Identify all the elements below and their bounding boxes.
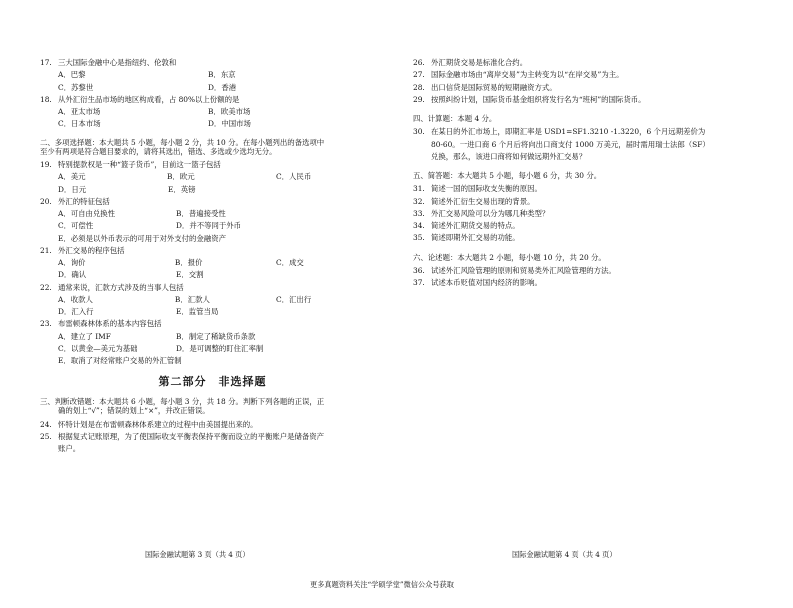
options-row	[58, 307, 385, 316]
question-35	[413, 233, 758, 242]
question-number: 26.	[413, 58, 425, 67]
question-number: 28.	[413, 82, 425, 92]
question-text: 怀特计划是在布雷顿森林体系建立的过程中由美国提出来的。	[58, 419, 258, 429]
option: B．东京	[208, 70, 236, 80]
question-20	[40, 197, 385, 206]
question-text: 三大国际金融中心是指纽约、伦敦和	[58, 58, 177, 67]
option: D．并不等同于外币	[176, 221, 242, 231]
question-22	[40, 283, 385, 292]
question-number: 37.	[413, 278, 425, 287]
options-row	[58, 119, 385, 128]
option: A．美元	[58, 172, 86, 182]
option: E．取消了对经常账户交易的外汇管制	[58, 356, 182, 365]
options-row	[58, 295, 385, 304]
question-text: 外汇交易风险可以分为哪几种类型？	[431, 208, 550, 218]
right-column	[413, 58, 758, 290]
page-footer-left: 国际金融试题第 3 页（共 4 页）	[145, 550, 250, 559]
question-number: 29.	[413, 94, 425, 104]
option: A．建立了 IMF	[58, 331, 111, 341]
question-text: 国际金融市场由“离岸交易”为主转变为以“在岸交易”为主。	[431, 70, 624, 80]
option: A．可自由兑换性	[58, 209, 116, 218]
option: B．制定了稀缺货币条款	[176, 331, 256, 341]
option: E．英镑	[168, 184, 196, 194]
question-text: 试述本币贬值对国内经济的影响。	[431, 278, 542, 287]
question-text: 简述外汇期货交易的特点。	[431, 221, 520, 230]
section-heading-essay: 六、论述题：本大题共 2 小题，每小题 10 分，共 20 分。	[413, 252, 606, 262]
option: B．普遍接受性	[176, 209, 226, 218]
question-18	[40, 95, 385, 104]
option: A．收款人	[58, 294, 93, 304]
section-line: 二、多项选择题：本大题共 5 小题，每小题 2 分，共 10 分。在每小题列出的备选项中	[40, 137, 325, 147]
question-text: 按照纠纷计划，国际货币基金组织将发行名为“班柯”的国际货币。	[431, 94, 646, 104]
question-37	[413, 278, 758, 287]
question-text: 特别提款权是一种“篮子货币”，目前这一篮子包括	[58, 160, 221, 169]
option: C．日本市场	[58, 119, 101, 129]
options-row	[58, 270, 385, 279]
question-text-continued: 账户。	[58, 444, 81, 453]
option: C．苏黎世	[58, 82, 94, 92]
question-26	[413, 58, 758, 67]
section-line: 三、判断改错题：本大题共 6 小题，每小题 3 分，共 18 分。判断下列各题的正误，正	[40, 397, 325, 406]
question-24	[40, 420, 385, 429]
question-19	[40, 160, 385, 169]
question-text-continued: 80-60。一进口商 6 个月后将向出口商支付 1000 万美元，届时需用瑞士法郎（SF）	[431, 139, 710, 149]
option: D．日元	[58, 184, 87, 194]
question-number: 27.	[413, 70, 425, 80]
option: E．交割	[176, 270, 204, 280]
question-33	[413, 209, 758, 218]
options-row	[58, 185, 385, 194]
question-number: 31.	[413, 184, 425, 194]
option: A．询价	[58, 258, 86, 267]
option: C．以黄金—美元为基础	[58, 343, 138, 353]
option: B．报价	[174, 258, 203, 267]
question-number: 22.	[40, 282, 52, 292]
question-text: 布雷顿森林体系的基本内容包括	[58, 319, 162, 329]
option: E．监管当局	[176, 307, 219, 316]
question-number: 33.	[413, 208, 425, 218]
option: E．必须是以外币表示的可用于对外支付的金融资产	[58, 233, 226, 243]
option: B．汇款人	[174, 294, 210, 304]
option: C．人民币	[276, 172, 312, 182]
question-number: 32.	[413, 196, 425, 206]
question-number: 18.	[40, 94, 52, 104]
question-17	[40, 58, 385, 67]
option: B．欧元	[167, 172, 195, 182]
option: D．确认	[58, 270, 87, 280]
option: A．巴黎	[58, 70, 86, 80]
options-row	[58, 221, 385, 230]
option: D．是可调整的盯住汇率制	[176, 343, 264, 353]
question-number: 20.	[40, 196, 52, 206]
option: A．亚太市场	[58, 107, 101, 116]
question-number: 17.	[40, 58, 52, 67]
options-row	[58, 172, 385, 181]
options-row	[58, 332, 385, 341]
question-text: 外汇期货交易是标准化合约。	[431, 58, 528, 67]
question-text: 试述外汇风险管理的原则和贸易类外汇风险管理的方法。	[431, 265, 616, 275]
options-row	[58, 344, 385, 353]
section-heading-true-false	[40, 397, 385, 416]
question-text: 出口信贷是国际贸易的短期融资方式。	[431, 82, 557, 92]
question-text: 通常来说，汇款方式涉及的当事人包括	[58, 282, 184, 292]
left-column	[40, 58, 385, 456]
question-text: 简述即期外汇交易的功能。	[431, 233, 520, 243]
question-text: 根据复式记账原理，为了使国际收支平衡表保持平衡而设立的平衡账户是储备资产	[58, 431, 325, 441]
part-two-title: 第二部分 非选择题	[158, 375, 267, 389]
question-number: 35.	[413, 233, 425, 243]
question-text: 从外汇衍生品市场的地区构成看，占 80%以上份额的是	[58, 94, 240, 104]
question-text-continued: 兑换，那么，该进口商将如何做远期外汇交易？	[431, 151, 587, 161]
option: C．汇出行	[276, 294, 312, 304]
question-text: 简述外汇衍生交易出现的背景。	[431, 196, 535, 206]
question-number: 23.	[40, 319, 52, 329]
question-text: 外汇交易的程序包括	[58, 245, 125, 255]
option: C．可偿性	[58, 221, 94, 231]
question-34	[413, 221, 758, 230]
question-23	[40, 319, 385, 328]
options-row	[58, 70, 385, 79]
options-row	[58, 83, 385, 92]
section-line: 确的划上“√”；错误的划上“×”，并改正错误。	[58, 406, 210, 416]
question-number: 19.	[40, 160, 52, 169]
question-29	[413, 95, 758, 104]
section-heading-calculation: 四、计算题：本题 4 分。	[413, 114, 497, 123]
question-text: 简述一国的国际收支失衡的原因。	[431, 184, 542, 194]
option: C．成交	[276, 258, 304, 267]
options-row	[58, 258, 385, 267]
option: D．中国市场	[208, 119, 251, 129]
question-number: 34.	[413, 221, 425, 230]
question-number: 30.	[413, 127, 425, 137]
question-number: 24.	[40, 419, 52, 429]
question-28	[413, 83, 758, 92]
options-row	[58, 209, 385, 218]
section-heading-short-answer: 五、简答题：本大题共 5 小题，每小题 6 分，共 30 分。	[413, 171, 602, 180]
question-27	[413, 70, 758, 79]
question-31	[413, 184, 758, 193]
question-25	[40, 432, 385, 454]
question-number: 21.	[40, 245, 52, 255]
question-number: 25.	[40, 431, 52, 441]
option: D．香港	[208, 82, 237, 92]
question-text: 外汇的特征包括	[58, 196, 110, 206]
page-footer-right: 国际金融试题第 4 页（共 4 页）	[512, 550, 617, 559]
section-heading-multiple-choice	[40, 138, 385, 157]
option: B．欧美市场	[208, 107, 251, 116]
question-30	[413, 127, 758, 161]
bottom-note: 更多真题资料关注“学硕学堂”微信公众号获取	[310, 580, 454, 589]
question-21	[40, 246, 385, 255]
question-number: 36.	[413, 265, 425, 275]
question-text: 在某日的外汇市场上，即期汇率是 USD1=SF1.3210 -1.3220，6 个月远期差价为	[431, 127, 706, 137]
question-32	[413, 197, 758, 206]
question-36	[413, 266, 758, 275]
options-row	[58, 107, 385, 116]
section-line: 至少有两项是符合题目要求的，请将其选出，错选、多选或少选均无分。	[40, 146, 277, 156]
option: D．汇入行	[58, 307, 94, 316]
